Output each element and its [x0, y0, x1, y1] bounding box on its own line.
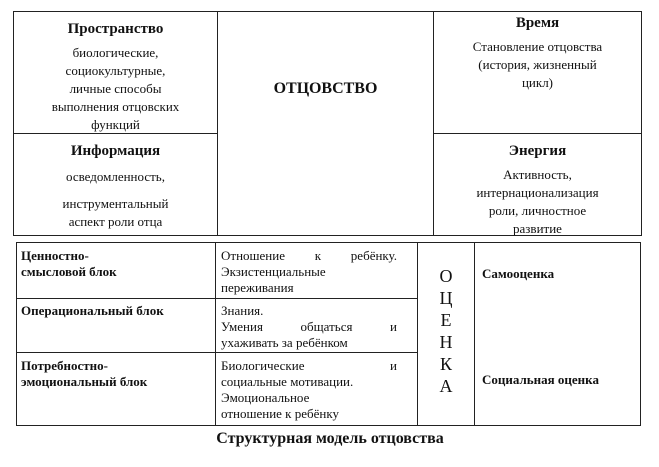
energy-cell	[434, 142, 641, 238]
ocenka-letter: Ц	[439, 288, 453, 308]
energy-line: интернационализация	[476, 185, 599, 200]
block-value-semantic	[21, 248, 211, 280]
block-label-line: Потребностно-	[21, 358, 108, 373]
content-line: социальные мотивации.	[221, 374, 354, 389]
energy-title: Энергия	[508, 143, 567, 159]
block-need-emotional	[21, 358, 211, 390]
block-label-line: эмоциональный блок	[21, 374, 148, 389]
information-line: аспект роли отца	[68, 214, 163, 229]
top-grid-divider-right-h	[433, 133, 642, 134]
content-operational	[221, 303, 397, 351]
time-line: (история, жизненный	[478, 57, 597, 72]
table-col-divider-3	[474, 242, 475, 426]
figure-caption: Структурная модель отцовства	[216, 430, 444, 447]
content-line: отношение к ребёнку	[221, 406, 339, 421]
information-cell	[14, 142, 217, 231]
ocenka-vertical-label	[418, 265, 474, 397]
content-value-semantic	[221, 248, 397, 296]
information-title: Информация	[70, 143, 161, 159]
ocenka-letter: Н	[439, 332, 453, 352]
content-line: ухаживать за ребёнком	[221, 335, 348, 350]
table-row-divider-2	[16, 352, 418, 353]
block-label-line: Операциональный блок	[21, 303, 164, 318]
block-label-line: смысловой блок	[21, 264, 117, 279]
ocenka-letter: А	[439, 376, 453, 396]
content-line: Знания.	[221, 303, 264, 318]
space-line: функций	[91, 117, 140, 132]
self-assessment: Самооценка	[482, 266, 555, 281]
time-line: цикл)	[521, 75, 554, 90]
center-title: ОТЦОВСТВО	[273, 80, 378, 97]
time-title: Время	[515, 15, 560, 31]
space-cell	[14, 20, 217, 134]
space-line: выполнения отцовских	[51, 99, 180, 114]
information-line: инструментальный	[62, 196, 169, 211]
space-line: биологические,	[72, 45, 159, 60]
content-line: Отношение к ребёнку.	[221, 248, 397, 263]
ocenka-letter: К	[439, 354, 452, 374]
block-operational	[21, 303, 211, 319]
time-cell	[434, 14, 641, 92]
information-line: осведомленность,	[66, 169, 165, 184]
table-row-divider-1	[16, 298, 418, 299]
ocenka-letter: Е	[440, 310, 452, 330]
top-grid-divider-left	[217, 11, 218, 236]
energy-line: роли, личностное	[488, 203, 587, 218]
space-line: социокультурные,	[65, 63, 166, 78]
space-title: Пространство	[67, 21, 164, 37]
space-line: личные способы	[69, 81, 162, 96]
content-line: Экзистенциальные	[221, 264, 326, 279]
content-line: Эмоциональное	[221, 390, 310, 405]
table-col-divider-1	[215, 242, 216, 426]
time-line: Становление отцовства	[472, 39, 603, 54]
energy-line: Активность,	[503, 167, 572, 182]
content-need-emotional	[221, 358, 397, 422]
content-line: переживания	[221, 280, 294, 295]
block-label-line: Ценностно-	[21, 248, 89, 263]
ocenka-letter: О	[439, 266, 453, 286]
content-line: Умения общаться и	[221, 319, 397, 334]
content-line: Биологические и	[221, 358, 397, 373]
social-assessment: Социальная оценка	[482, 372, 599, 387]
energy-line: развитие	[513, 221, 562, 236]
